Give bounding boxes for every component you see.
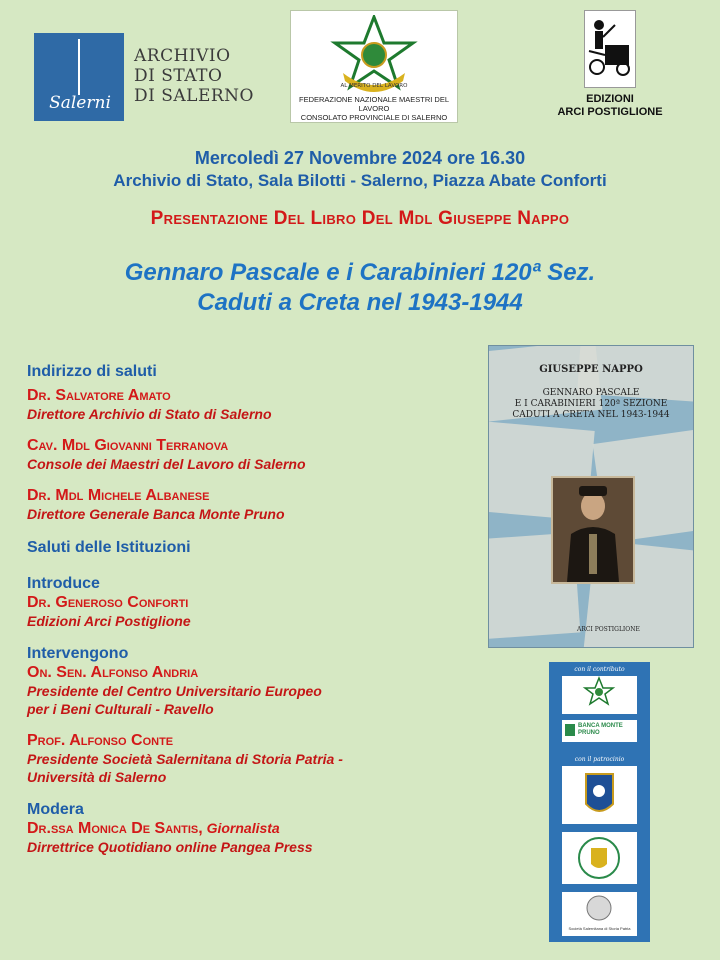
speaker-name: Prof. Alfonso Conte bbox=[27, 732, 174, 749]
presentation-title: Presentazione Del Libro Del Mdl Giuseppe Nappo bbox=[150, 208, 570, 229]
heading-indirizzo-saluti: Indirizzo di saluti bbox=[27, 363, 157, 380]
speaker-role: Direttore Archivio di Stato di Salerno bbox=[27, 406, 272, 422]
speaker-name: On. Sen. Alfonso Andria bbox=[27, 664, 199, 681]
sponsors-strip bbox=[549, 662, 650, 942]
speaker-title: Giornalista bbox=[202, 820, 280, 836]
heading-intervengono: Intervengono bbox=[27, 645, 129, 662]
speaker-role: Edizioni Arci Postiglione bbox=[27, 613, 191, 629]
arci-caption: EDIZIONI ARCI POSTIGLIONE bbox=[557, 93, 663, 118]
book-publisher: ARCI POSTIGLIONE bbox=[577, 626, 640, 633]
societa-storia-patria-logo bbox=[562, 892, 637, 936]
book-cover-title: GENNARO PASCALE E I CARABINIERI 120ª SEZIONE CADUTI A CRETA NEL 1943-1944 bbox=[512, 388, 670, 420]
carabiniere-portrait bbox=[551, 476, 635, 584]
program-list bbox=[27, 362, 477, 856]
speaker-role: Dirrettrice Quotidiano online Pangea Press bbox=[27, 839, 313, 855]
event-date: Mercoledì 27 Novembre 2024 ore 16.30 bbox=[194, 148, 526, 168]
archivio-di-stato-logo bbox=[34, 33, 274, 123]
speaker-role: Presidente del Centro Universitario Europeo bbox=[27, 683, 322, 699]
book-title-line-1: Gennaro Pascale e i Carabinieri 120ª Sez. bbox=[124, 259, 596, 286]
speaker-name: Dr. Generoso Conforti bbox=[27, 594, 189, 611]
archivio-emblem bbox=[34, 33, 124, 121]
speaker-name: Cav. Mdl Giovanni Terranova bbox=[27, 437, 229, 454]
heading-introduce: Introduce bbox=[27, 575, 100, 592]
star-emblem-icon bbox=[329, 15, 419, 95]
speaker-name: Dr. Mdl Michele Albanese bbox=[27, 487, 210, 504]
book-title bbox=[0, 258, 720, 318]
event-venue: Archivio di Stato, Sala Bilotti - Salerno, Piazza Abate Conforti bbox=[113, 171, 607, 190]
speaker-role: Presidente Società Salernitana di Storia Patria - bbox=[27, 751, 343, 767]
bank-name: BANCA MONTE PRUNO bbox=[578, 723, 623, 736]
federazione-small-logo bbox=[562, 676, 637, 714]
heading-saluti-istituzioni: Saluti delle Istituzioni bbox=[27, 539, 191, 556]
badge-text: AL MERITO DEL LAVORO bbox=[340, 83, 408, 89]
contributo-label: con il contributo bbox=[574, 666, 625, 673]
provincia-salerno-crest bbox=[562, 766, 637, 824]
arci-emblem bbox=[584, 10, 636, 88]
patrocinio-label: con il patrocinio bbox=[574, 756, 625, 763]
heading-modera: Modera bbox=[27, 801, 84, 818]
federazione-maestri-lavoro-logo bbox=[290, 10, 458, 123]
speaker-role: Università di Salerno bbox=[27, 769, 167, 785]
book-author: GIUSEPPE NAPPO bbox=[539, 364, 643, 375]
book-title-line-2: Caduti a Creta nel 1943-1944 bbox=[197, 289, 523, 316]
federazione-caption: FEDERAZIONE NAZIONALE MAESTRI DEL LAVORO CONSOLATO PROVINCIALE DI SALERNO bbox=[298, 95, 450, 122]
archivio-signature: Salerni bbox=[49, 93, 111, 113]
speaker-name: Dr.ssa Monica De Santis, Giornalista bbox=[27, 820, 280, 837]
arci-postiglione-logo bbox=[555, 10, 695, 120]
speaker-role: Direttore Generale Banca Monte Pruno bbox=[27, 506, 285, 522]
societa-label: Società Salernitana di Storia Patria bbox=[568, 926, 631, 931]
postman-carriage-icon bbox=[585, 11, 635, 87]
book-cover-image bbox=[488, 345, 694, 648]
archivio-name: ARCHIVIO DI STATO DI SALERNO bbox=[134, 46, 254, 106]
comune-salerno-crest bbox=[562, 832, 637, 884]
speaker-name: Dr. Salvatore Amato bbox=[27, 387, 171, 404]
speaker-role: Console dei Maestri del Lavoro di Salerno bbox=[27, 456, 306, 472]
speaker-role: per i Beni Culturali - Ravello bbox=[27, 701, 214, 717]
banca-monte-pruno-logo bbox=[562, 720, 637, 742]
